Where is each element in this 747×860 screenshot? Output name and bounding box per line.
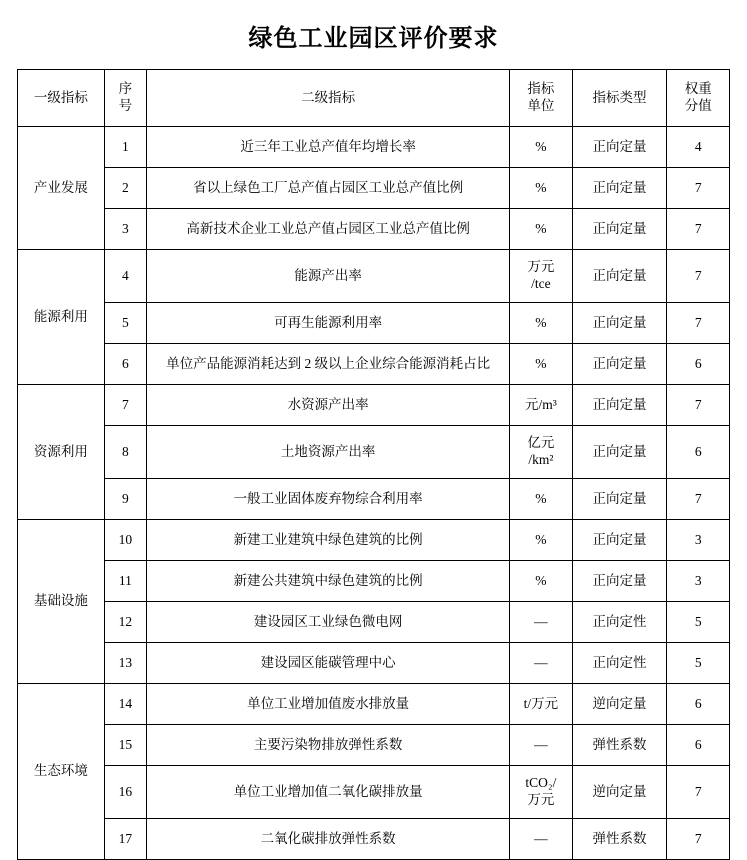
- table-row: [18, 168, 730, 209]
- weight-score-cell: 3: [667, 561, 730, 602]
- row-number-cell: 3: [104, 209, 146, 250]
- weight-score-cell: 5: [667, 602, 730, 643]
- table-row: [18, 602, 730, 643]
- row-number-cell: 5: [104, 303, 146, 344]
- indicator-type-cell: 正向定量: [572, 209, 667, 250]
- sub-indicator-cell: 二氧化碳排放弹性系数: [147, 819, 510, 860]
- column-header-weight-score: [667, 70, 730, 127]
- indicator-type-cell: 正向定量: [572, 303, 667, 344]
- unit-cell: [510, 426, 573, 479]
- table-row: [18, 385, 730, 426]
- indicator-type-cell: 正向定性: [572, 602, 667, 643]
- table-row: [18, 561, 730, 602]
- column-header-number: [104, 70, 146, 127]
- weight-score-cell: 3: [667, 520, 730, 561]
- weight-score-cell: 6: [667, 684, 730, 725]
- sub-indicator-cell: 土地资源产出率: [147, 426, 510, 479]
- row-number-cell: 16: [104, 766, 146, 819]
- table-row: [18, 344, 730, 385]
- table-row: [18, 520, 730, 561]
- unit-line1: 亿元: [527, 435, 555, 451]
- table-header-row: [18, 70, 730, 127]
- column-header-unit: [510, 70, 573, 127]
- sub-indicator-cell: 省以上绿色工厂总产值占园区工业总产值比例: [147, 168, 510, 209]
- unit-cell: %: [510, 479, 573, 520]
- table-row: [18, 426, 730, 479]
- indicator-type-cell: 弹性系数: [572, 725, 667, 766]
- indicator-type-cell: 正向定量: [572, 520, 667, 561]
- weight-score-cell: 7: [667, 819, 730, 860]
- row-number-cell: 7: [104, 385, 146, 426]
- column-header-category: 一级指标: [18, 70, 105, 127]
- unit-cell: —: [510, 602, 573, 643]
- unit-cell: [510, 766, 573, 819]
- column-header-weight-line1: 权重: [684, 81, 712, 97]
- weight-score-cell: 7: [667, 168, 730, 209]
- unit-cell: %: [510, 520, 573, 561]
- category-cell: 能源利用: [18, 250, 105, 385]
- unit-cell: %: [510, 561, 573, 602]
- table-row: [18, 303, 730, 344]
- weight-score-cell: 7: [667, 479, 730, 520]
- weight-score-cell: 4: [667, 127, 730, 168]
- row-number-cell: 10: [104, 520, 146, 561]
- row-number-cell: 6: [104, 344, 146, 385]
- column-header-weight-line2: 分值: [684, 98, 712, 113]
- indicator-type-cell: 正向定量: [572, 168, 667, 209]
- weight-score-cell: 6: [667, 725, 730, 766]
- indicator-type-cell: 正向定量: [572, 127, 667, 168]
- unit-cell: %: [510, 209, 573, 250]
- sub-indicator-cell: 高新技术企业工业总产值占园区工业总产值比例: [147, 209, 510, 250]
- row-number-cell: 12: [104, 602, 146, 643]
- unit-cell: —: [510, 725, 573, 766]
- table-header: [18, 70, 730, 127]
- table-row: [18, 725, 730, 766]
- unit-cell: %: [510, 127, 573, 168]
- unit-cell: —: [510, 819, 573, 860]
- weight-score-cell: 7: [667, 385, 730, 426]
- sub-indicator-cell: 主要污染物排放弹性系数: [147, 725, 510, 766]
- column-header-number-line1: 序: [118, 81, 133, 97]
- indicator-type-cell: 正向定性: [572, 643, 667, 684]
- table-row: [18, 819, 730, 860]
- indicator-type-cell: 逆向定量: [572, 766, 667, 819]
- row-number-cell: 9: [104, 479, 146, 520]
- row-number-cell: 4: [104, 250, 146, 303]
- unit-cell: 元/m³: [510, 385, 573, 426]
- indicator-type-cell: 正向定量: [572, 426, 667, 479]
- indicator-type-cell: 正向定量: [572, 250, 667, 303]
- row-number-cell: 15: [104, 725, 146, 766]
- document-page: [0, 18, 747, 846]
- indicator-type-cell: 正向定量: [572, 344, 667, 385]
- indicator-type-cell: 正向定量: [572, 561, 667, 602]
- unit-cell: [510, 250, 573, 303]
- weight-score-cell: 7: [667, 303, 730, 344]
- sub-indicator-cell: 水资源产出率: [147, 385, 510, 426]
- weight-score-cell: 5: [667, 643, 730, 684]
- weight-score-cell: 7: [667, 250, 730, 303]
- table-row: [18, 250, 730, 303]
- sub-indicator-cell: 新建公共建筑中绿色建筑的比例: [147, 561, 510, 602]
- unit-cell: %: [510, 168, 573, 209]
- sub-indicator-cell: 可再生能源利用率: [147, 303, 510, 344]
- unit-line1: 万元: [527, 259, 555, 275]
- column-header-sub-indicator: 二级指标: [147, 70, 510, 127]
- row-number-cell: 2: [104, 168, 146, 209]
- table-body: [18, 127, 730, 860]
- indicator-type-cell: 正向定量: [572, 385, 667, 426]
- sub-indicator-cell: 建设园区工业绿色微电网: [147, 602, 510, 643]
- sub-indicator-cell: 新建工业建筑中绿色建筑的比例: [147, 520, 510, 561]
- evaluation-requirements-table: [17, 69, 730, 860]
- table-row: [18, 479, 730, 520]
- unit-cell: %: [510, 303, 573, 344]
- unit-line2: /tce: [531, 276, 551, 291]
- column-header-unit-line1: 指标: [527, 81, 555, 97]
- row-number-cell: 13: [104, 643, 146, 684]
- column-header-indicator-type: 指标类型: [572, 70, 667, 127]
- sub-indicator-cell: 单位工业增加值二氧化碳排放量: [147, 766, 510, 819]
- column-header-number-line2: 号: [118, 98, 133, 113]
- indicator-type-cell: 弹性系数: [572, 819, 667, 860]
- row-number-cell: 17: [104, 819, 146, 860]
- unit-line2: /km²: [528, 452, 554, 467]
- table-row: [18, 766, 730, 819]
- sub-indicator-cell: 单位产品能源消耗达到 2 级以上企业综合能源消耗占比: [147, 344, 510, 385]
- row-number-cell: 8: [104, 426, 146, 479]
- row-number-cell: 14: [104, 684, 146, 725]
- unit-cell: %: [510, 344, 573, 385]
- sub-indicator-cell: 能源产出率: [147, 250, 510, 303]
- table-row: [18, 643, 730, 684]
- table-row: [18, 209, 730, 250]
- unit-line1: tCO₂/: [525, 775, 557, 791]
- indicator-type-cell: 逆向定量: [572, 684, 667, 725]
- category-cell: 基础设施: [18, 520, 105, 684]
- unit-cell: —: [510, 643, 573, 684]
- table-row: [18, 684, 730, 725]
- unit-cell: t/万元: [510, 684, 573, 725]
- sub-indicator-cell: 一般工业固体废弃物综合利用率: [147, 479, 510, 520]
- weight-score-cell: 6: [667, 426, 730, 479]
- row-number-cell: 11: [104, 561, 146, 602]
- weight-score-cell: 7: [667, 209, 730, 250]
- column-header-unit-line2: 单位: [527, 98, 555, 113]
- weight-score-cell: 6: [667, 344, 730, 385]
- sub-indicator-cell: 建设园区能碳管理中心: [147, 643, 510, 684]
- indicator-type-cell: 正向定量: [572, 479, 667, 520]
- table-row: [18, 127, 730, 168]
- category-cell: 产业发展: [18, 127, 105, 250]
- sub-indicator-cell: 近三年工业总产值年均增长率: [147, 127, 510, 168]
- category-cell: 资源利用: [18, 385, 105, 520]
- page-title: 绿色工业园区评价要求: [248, 26, 499, 52]
- category-cell: 生态环境: [18, 684, 105, 860]
- weight-score-cell: 7: [667, 766, 730, 819]
- row-number-cell: 1: [104, 127, 146, 168]
- unit-line2: 万元: [527, 792, 555, 807]
- sub-indicator-cell: 单位工业增加值废水排放量: [147, 684, 510, 725]
